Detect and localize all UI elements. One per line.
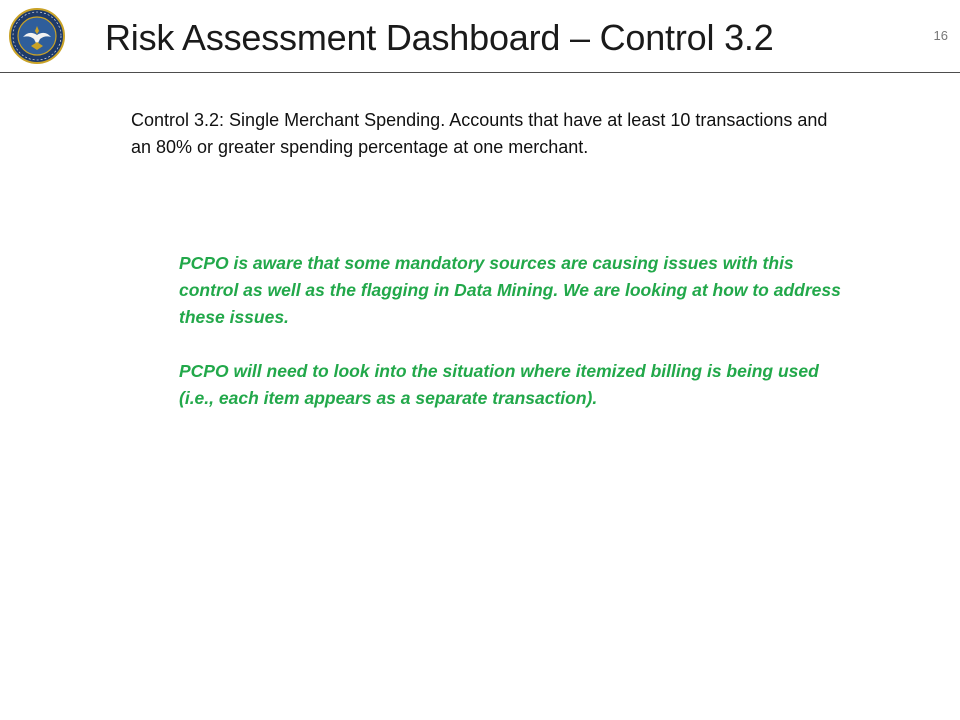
control-description: Control 3.2: Single Merchant Spending. Accounts that have at least 10 transactions and an 80% or greater spending percentage at one merchant. (131, 110, 828, 157)
pcpo-note-mandatory-sources: PCPO is aware that some mandatory sources are causing issues with this control as well as the flagging in Data Mining. We are looking at how to address these issues. (179, 253, 841, 327)
slide-number: 16 (933, 28, 948, 43)
title-divider (0, 72, 960, 73)
slide-title: Risk Assessment Dashboard – Control 3.2 (105, 17, 774, 58)
pcpo-note-itemized-billing: PCPO will need to look into the situation where itemized billing is being used (i.e., each item appears as a separate transaction). (179, 361, 819, 408)
department-of-defense-seal-icon (9, 8, 65, 64)
pcpo-notes (179, 250, 844, 439)
